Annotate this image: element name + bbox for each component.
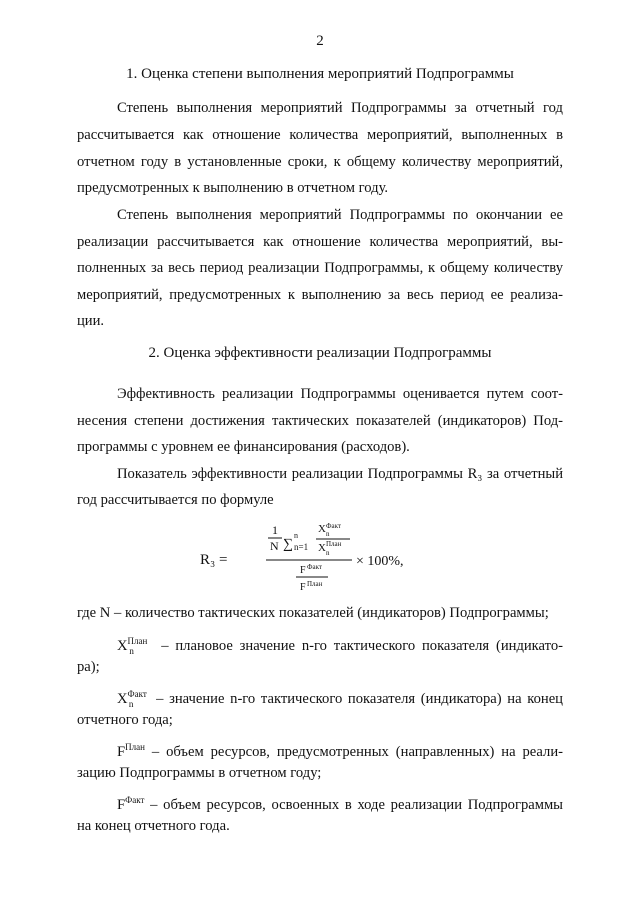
formula-n: N <box>270 539 279 553</box>
formula-f-plan-sup: План <box>307 580 323 588</box>
text-line: на конец отчетного года. <box>77 818 230 834</box>
definition-n: где N – количество тактических показателей (индикаторов) Подпрограммы; <box>77 605 549 621</box>
definition-x-plan: $X^{План}_n$ – плановое значение n-го тактического показателя (индикато- <box>117 636 563 656</box>
formula-sum-sup: n <box>294 531 298 540</box>
x-plan-symbol: $X^{План}_n$ <box>117 636 148 656</box>
formula-fact-sup: Факт <box>326 522 342 530</box>
formula-f-plan: F <box>300 582 306 593</box>
section-1-heading: 1. Оценка степени выполнения мероприятий Подпрограммы <box>126 66 514 82</box>
text-line: Эффективность реализации Подпрограммы оценивается путем соот- <box>117 386 563 402</box>
text-line: отчетном году в установленные сроки, к общему количеству мероприятий, <box>77 154 563 170</box>
text-line: программы с уровнем ее финансирования (расходов). <box>77 439 410 455</box>
section-2-heading: 2. Оценка эффективности реализации Подпрограммы <box>148 345 492 361</box>
text-line: год рассчитывается по формуле <box>77 492 274 508</box>
formula-plan-sup: План <box>326 540 342 548</box>
formula-f-fact: F <box>300 565 306 576</box>
text-line: Степень выполнения мероприятий Подпрограммы за отчетный год <box>117 100 563 116</box>
formula-tail: × 100%, <box>356 554 404 569</box>
text-line: полненных за весь период реализации Подпрограммы, к общему количеству <box>77 260 563 276</box>
formula-f-fact-sup: Факт <box>307 563 323 571</box>
formula-lhs: R₃ = <box>200 552 228 568</box>
formula-x-plan: X <box>318 542 326 554</box>
text-line: несения степени достижения тактических показателей (индикаторов) Под- <box>77 413 563 429</box>
text-line: рассчитывается как отношение количества мероприятий, выполненных в <box>77 127 563 143</box>
text-line: предусмотренных к выполнению в отчетном году. <box>77 180 389 196</box>
definition-f-fact: $F^{Факт}$ – объем ресурсов, освоенных в ходе реализации Подпрограммы <box>117 795 563 813</box>
formula-sum: ∑ <box>283 537 293 552</box>
page-number: 2 <box>316 33 324 49</box>
formula-n-sub-2: n <box>326 549 330 557</box>
efficiency-formula <box>200 520 560 600</box>
text-line: зацию Подпрограммы в отчетном году; <box>77 765 322 781</box>
definition-x-fact: $X^{Факт}_n$ – значение n-го тактического показателя (индикатора) на конец <box>117 689 563 709</box>
text-line: Показатель эффективности реализации Подпрограммы R₃ за отчетный <box>117 466 563 482</box>
formula-x-fact: X <box>318 523 326 535</box>
formula-sum-sub: n=1 <box>294 542 309 552</box>
text-line: ции. <box>77 313 105 329</box>
text-line: отчетного года; <box>77 712 173 728</box>
f-fact-symbol: $F^{Факт}$ <box>117 795 145 813</box>
formula-n-sub: n <box>326 530 330 538</box>
text-line: реализации рассчитывается как отношение количества мероприятий, вы- <box>77 234 563 250</box>
definition-f-plan: $F^{План}$ – объем ресурсов, предусмотренных (направленных) на реали- <box>117 742 563 760</box>
f-plan-symbol: $F^{План}$ <box>117 742 145 760</box>
text-line: ра); <box>77 659 100 675</box>
x-fact-symbol: $X^{Факт}_n$ <box>117 689 147 709</box>
text-line: Степень выполнения мероприятий Подпрограммы по окончании ее <box>117 207 563 223</box>
text-line: мероприятий, предусмотренных к выполнению за весь период ее реализа- <box>77 287 563 303</box>
formula-one: 1 <box>272 523 278 537</box>
